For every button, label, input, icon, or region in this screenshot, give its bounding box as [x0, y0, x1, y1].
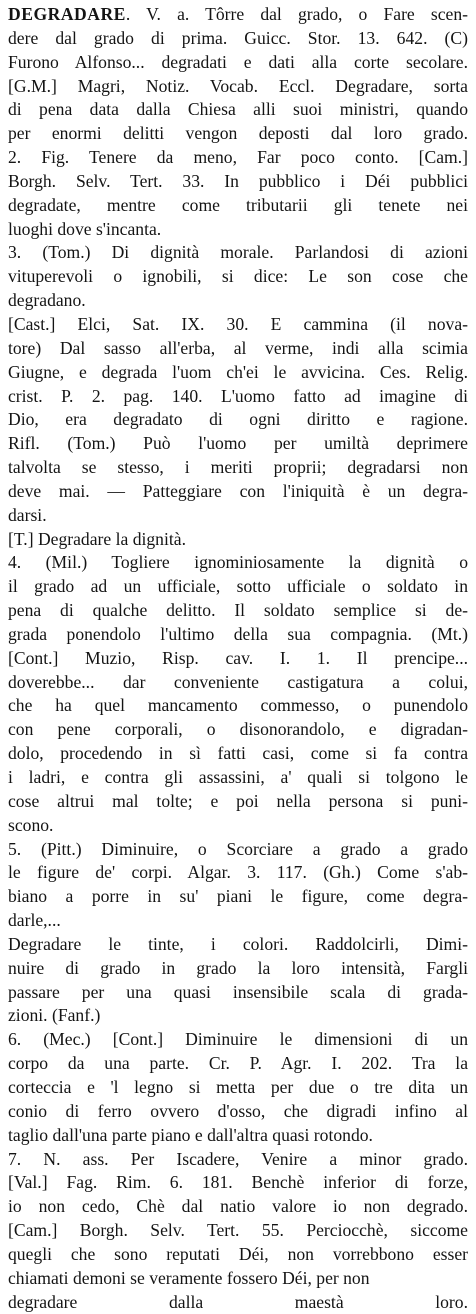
line-text: vituperevoli o ignobili, si dice: Le son cose che	[8, 266, 468, 287]
headword-line	[8, 3, 468, 27]
line-text: scono.	[8, 814, 54, 835]
text-line	[8, 909, 468, 933]
line-text: di pena data dalla Chiesa alli suoi ministri, quando	[8, 99, 468, 120]
text-line	[8, 766, 468, 790]
text-line	[8, 671, 468, 695]
text-line	[8, 814, 468, 838]
line-text: Borgh. Selv. Tert. 33. In pubblico i Déi pubblici	[8, 170, 468, 191]
line-text: degradare dalla maestà loro.	[8, 1291, 468, 1312]
text-line	[8, 337, 468, 361]
text-line	[8, 551, 468, 575]
text-line	[8, 241, 468, 265]
line-text: per enormi delitti vengon deposti dal loro grado.	[8, 123, 468, 144]
text-line	[8, 623, 468, 647]
line-text: il grado ad un ufficiale, sotto ufficiale o soldato in	[8, 576, 468, 597]
text-line	[8, 122, 468, 146]
line-text: deve mai. — Patteggiare con l'iniquità è un degra-	[8, 480, 468, 501]
text-line	[8, 504, 468, 528]
text-line	[8, 265, 468, 289]
line-text: [G.M.] Magri, Notiz. Vocab. Eccl. Degradare, sorta	[8, 75, 468, 96]
line-text: doverebbe... dar conveniente castigatura a colui,	[8, 671, 468, 692]
text-line	[8, 1148, 468, 1172]
line-text: Rifl. (Tom.) Può l'uomo per umiltà deprimere	[8, 433, 468, 454]
text-line	[8, 933, 468, 957]
line-text: io non cedo, Chè dal natio valore io non degrado.	[8, 1196, 468, 1217]
text-line	[8, 838, 468, 862]
text-line	[8, 861, 468, 885]
text-line	[8, 480, 468, 504]
line-text: conio di ferro ovvero d'osso, che digradi infino al	[8, 1100, 468, 1121]
line-text: degradate, mentre come tributarii gli tenete nei	[8, 194, 468, 215]
text-line	[8, 170, 468, 194]
line-text: degradano.	[8, 290, 86, 311]
text-line	[8, 1291, 468, 1314]
dictionary-entry	[8, 3, 468, 1314]
text-line	[8, 1076, 468, 1100]
line-text: corteccia e 'l legno si metta per due o tre dita un	[8, 1076, 468, 1097]
text-line	[8, 1267, 468, 1291]
text-line	[8, 1052, 468, 1076]
line-text: che ha quel mancamento commesso, o punendolo	[8, 695, 468, 716]
text-line	[8, 51, 468, 75]
text-line	[8, 218, 468, 242]
line-text: 2. Fig. Tenere da meno, Far poco conto. [Cam.]	[8, 147, 468, 168]
line-text: luoghi dove s'incanta.	[8, 218, 162, 239]
line-text: grada ponendolo l'ultimo della sua compagnia. (Mt.)	[8, 623, 468, 644]
line-text: 3. (Tom.) Di dignità morale. Parlandosi di azioni	[8, 242, 468, 263]
line-text: darsi.	[8, 504, 47, 525]
text-line	[8, 289, 468, 313]
line-text: tore) Dal sasso all'erba, al verme, indi alla scimia	[8, 337, 468, 358]
line-text: nuire di grado in grado la loro intensità, Fargli	[8, 957, 468, 978]
text-line	[8, 1195, 468, 1219]
line-text: dolo, procedendo in sì fatti casi, come si fa contra	[8, 743, 468, 764]
line-text: 6. (Mec.) [Cont.] Diminuire le dimensioni di un	[8, 1029, 468, 1050]
line-text: 7. N. ass. Per Iscadere, Venire a minor grado.	[8, 1148, 468, 1169]
text-line	[8, 1219, 468, 1243]
line-text: taglio dall'una parte piano e dall'altra quasi rotondo.	[8, 1124, 373, 1145]
text-line	[8, 146, 468, 170]
line-text: corpo da una parte. Cr. P. Agr. I. 202. Tra la	[8, 1053, 468, 1074]
line-text: pena di qualche delitto. Il soldato semplice si de-	[8, 600, 468, 621]
text-line	[8, 361, 468, 385]
text-line	[8, 408, 468, 432]
text-line	[8, 742, 468, 766]
text-line	[8, 528, 468, 552]
line-text: quegli che sono reputati Déi, non vorrebbono esser	[8, 1243, 468, 1264]
line-text: . V. a. Tôrre dal grado, o Fare scen-	[125, 4, 468, 24]
text-line	[8, 694, 468, 718]
text-line	[8, 1004, 468, 1028]
text-line	[8, 385, 468, 409]
line-text: i ladri, e contra gli assassini, a' quali si tolgono le	[8, 767, 468, 787]
line-text: Dio, era degradato di ogni diritto e ragione.	[8, 409, 468, 430]
text-line	[8, 790, 468, 814]
line-text: dere dal grado di prima. Guicc. Stor. 13. 642. (C)	[8, 27, 468, 48]
text-line	[8, 718, 468, 742]
line-text: cose altrui mal tolte; e poi nella persona si puni-	[8, 790, 468, 811]
text-line	[8, 313, 468, 337]
line-text: Giugne, e degrada l'uom ch'ei le avvicina. Ces. Relig.	[8, 361, 468, 382]
text-line	[8, 957, 468, 981]
line-text: [Cont.] Muzio, Risp. cav. I. 1. Il prencipe...	[8, 647, 468, 668]
text-line	[8, 98, 468, 122]
text-line	[8, 1243, 468, 1267]
line-text: con pene corporali, o disonorandolo, e digradan-	[8, 719, 468, 740]
line-text: chiamati demoni se veramente fossero Déi, per non	[8, 1267, 370, 1288]
line-text: 5. (Pitt.) Diminuire, o Scorciare a grado a grado	[8, 838, 468, 859]
line-text: [Val.] Fag. Rim. 6. 181. Benchè inferior di forze,	[8, 1172, 468, 1193]
text-line	[8, 432, 468, 456]
line-text: [Cam.] Borgh. Selv. Tert. 55. Perciocchè, siccome	[8, 1220, 468, 1241]
text-line	[8, 575, 468, 599]
line-text: crist. P. 2. pag. 140. L'uomo fatto ad imagine di	[8, 385, 468, 406]
text-line	[8, 1171, 468, 1195]
text-line	[8, 456, 468, 480]
text-line	[8, 27, 468, 51]
line-text: zioni. (Fanf.)	[8, 1005, 101, 1026]
line-text: [Cast.] Elci, Sat. IX. 30. E cammina (il nova-	[8, 313, 468, 334]
line-text: le figure de' corpi. Algar. 3. 117. (Gh.) Come s'ab-	[8, 862, 468, 883]
line-text: [T.] Degradare la dignità.	[8, 528, 186, 549]
line-text: Furono Alfonso... degradati e dati alla corte secolare.	[8, 51, 468, 72]
text-line	[8, 1028, 468, 1052]
text-line	[8, 599, 468, 623]
line-text: darle,...	[8, 910, 61, 931]
line-text: passare per una quasi insensibile scala di grada-	[8, 981, 468, 1002]
text-line	[8, 1100, 468, 1124]
line-text: talvolta se stesso, i meriti proprii; degradarsi non	[8, 457, 468, 478]
text-line	[8, 647, 468, 671]
line-text: Degradare le tinte, i colori. Raddolcirli, Dimi-	[8, 933, 468, 954]
text-line	[8, 75, 468, 99]
text-line	[8, 194, 468, 218]
headword: DEGRADARE	[8, 4, 126, 24]
text-line	[8, 885, 468, 909]
line-text: 4. (Mil.) Togliere ignominiosamente la dignità o	[8, 552, 468, 573]
line-text: biano a porre in su' piani le figure, come degra-	[8, 886, 468, 907]
text-line	[8, 981, 468, 1005]
text-line	[8, 1124, 468, 1148]
